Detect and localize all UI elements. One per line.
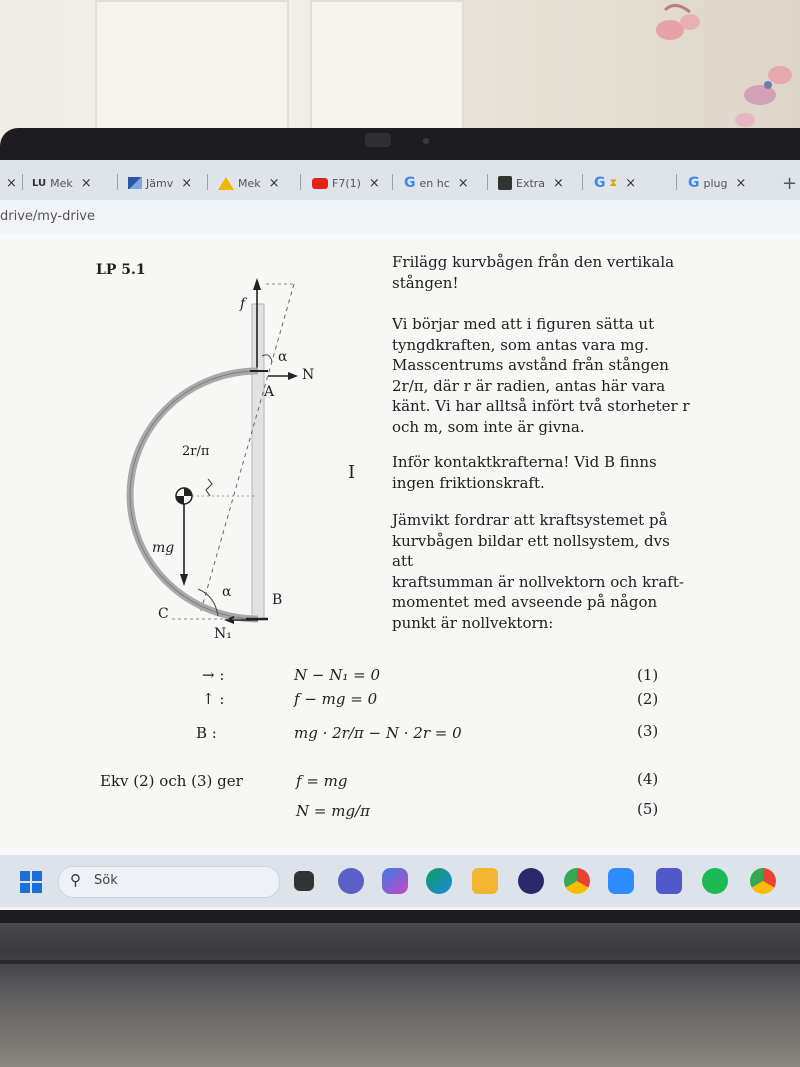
taskbar-search-input[interactable]: [58, 866, 280, 898]
problem-label: LP 5.1: [96, 262, 146, 278]
label-2r-pi: 2r/π: [182, 444, 210, 459]
browser-tab[interactable]: [404, 170, 469, 196]
tab-label: Extra: [516, 176, 546, 190]
label-a: A: [264, 384, 275, 400]
laptop-base: [0, 923, 800, 1067]
paragraph-gravity: Vi börjar med att i figuren sätta ut tyngdkraften, som antas vara mg. Masscentrums avstånd från stången 2r/π, där r är radien, antas här vara känt. Vi har alltså infört två storheter r och m, som inte är givna.: [392, 315, 690, 436]
curtain-flowers: [650, 0, 800, 140]
chrome-profile-icon[interactable]: [750, 868, 776, 894]
tab-label: Mek: [50, 176, 73, 190]
browser-tab[interactable]: [688, 170, 746, 196]
google-icon: G: [594, 175, 606, 191]
browser-tab[interactable]: [218, 170, 280, 196]
tab-close-icon[interactable]: ×: [6, 175, 17, 191]
youtube-icon: [312, 178, 328, 189]
eq-direction: B :: [196, 724, 217, 742]
tab-close-icon[interactable]: ×: [553, 175, 564, 191]
eq-number: (4): [637, 770, 659, 788]
paragraph-intro: Frilägg kurvbågen från den vertikala stången!: [392, 253, 675, 292]
copilot-icon[interactable]: [382, 868, 408, 894]
eq-number: (2): [637, 690, 659, 708]
tab-close-icon[interactable]: ×: [457, 175, 469, 191]
browser-tab[interactable]: [594, 170, 636, 196]
tab-label: Mek: [238, 176, 261, 190]
chrome-icon[interactable]: [564, 868, 590, 894]
eq-expression: N − N₁ = 0: [294, 666, 381, 684]
tab-label: plug: [703, 176, 728, 190]
google-icon: G: [404, 175, 416, 191]
eq-expression: mg · 2r/π − N · 2r = 0: [294, 724, 462, 742]
curved-arc: [130, 371, 258, 619]
ekv-label: Ekv (2) och (3) ger: [100, 772, 243, 790]
browser-tab[interactable]: [498, 170, 564, 196]
eq-direction: ↑ :: [202, 690, 225, 708]
tab-close-icon[interactable]: ×: [181, 175, 193, 191]
tab-label: Jämv: [146, 176, 174, 190]
label-alpha-bottom: α: [222, 584, 232, 600]
eq-direction: → :: [202, 666, 225, 684]
extension-icon: [498, 176, 512, 190]
label-alpha-top: α: [278, 349, 288, 365]
zoom-icon[interactable]: [608, 868, 634, 894]
tab-close-icon[interactable]: ×: [735, 175, 747, 191]
vertical-rod: [252, 304, 264, 620]
spotify-icon[interactable]: [702, 868, 728, 894]
hourglass-icon: ⧗: [609, 176, 618, 189]
label-c: C: [158, 606, 169, 622]
browser-tab[interactable]: [312, 170, 380, 196]
file-explorer-icon[interactable]: [472, 868, 498, 894]
label-n: N: [302, 367, 315, 383]
browser-tab[interactable]: [128, 170, 192, 196]
result-expression: f = mg: [296, 772, 348, 790]
laptop-hinge: [0, 960, 800, 964]
tab-close-icon[interactable]: ×: [268, 175, 280, 191]
eq-number: (5): [637, 800, 659, 818]
browser-tab[interactable]: [32, 170, 92, 196]
eq-expression: f − mg = 0: [294, 690, 378, 708]
dashed-line: [200, 284, 294, 614]
chat-app-icon[interactable]: [338, 868, 364, 894]
label-mg: mg: [152, 540, 175, 556]
address-bar[interactable]: [0, 200, 800, 235]
task-view-icon[interactable]: [294, 871, 314, 891]
media-app-icon[interactable]: [518, 868, 544, 894]
webcam-icon: [365, 133, 391, 147]
new-tab-button[interactable]: +: [782, 172, 798, 194]
laptop-screen: [0, 160, 800, 910]
result-expression: N = mg/π: [296, 802, 370, 820]
mechanics-figure: [0, 234, 360, 654]
paragraph-equilibrium: Jämvikt fordrar att kraftsystemet på kurvbågen bildar ett nollsystem, dvs att kraftsumman är nollvektorn och kraft- momentet med avseende på någon punkt är nollvektorn:: [392, 511, 684, 632]
door-panel: [95, 0, 289, 134]
label-n1: N₁: [214, 626, 232, 642]
tab-close-icon[interactable]: ×: [80, 175, 92, 191]
paragraph-contact: Inför kontaktkrafterna! Vid B finns ingen friktionskraft.: [392, 453, 657, 492]
teams-icon[interactable]: [656, 868, 682, 894]
google-icon: G: [688, 175, 700, 191]
url-text: drive/my-drive: [0, 209, 95, 224]
tab-label: en hc: [419, 176, 450, 190]
edge-browser-icon[interactable]: [426, 868, 452, 894]
tab-label: F7(1): [332, 176, 361, 190]
start-button-icon[interactable]: [20, 871, 42, 893]
bookmark-favicon-icon: [128, 177, 142, 189]
eq-number: (1): [637, 666, 659, 684]
browser-tab-bar: [0, 160, 800, 200]
door-panel: [310, 0, 464, 134]
label-f: f: [240, 296, 246, 312]
google-drive-icon: [218, 177, 234, 190]
tab-close-icon[interactable]: ×: [368, 175, 380, 191]
search-placeholder: Sök: [94, 873, 118, 888]
search-icon: ⚲: [70, 871, 81, 889]
tab-favicon-lu: LU: [32, 177, 47, 189]
document-page: [0, 234, 800, 874]
label-b: B: [272, 592, 283, 608]
eq-number: (3): [637, 722, 659, 740]
tab-close-icon[interactable]: ×: [625, 175, 637, 191]
camera-indicator-icon: [423, 138, 429, 144]
text-cursor-icon: I: [348, 462, 356, 483]
